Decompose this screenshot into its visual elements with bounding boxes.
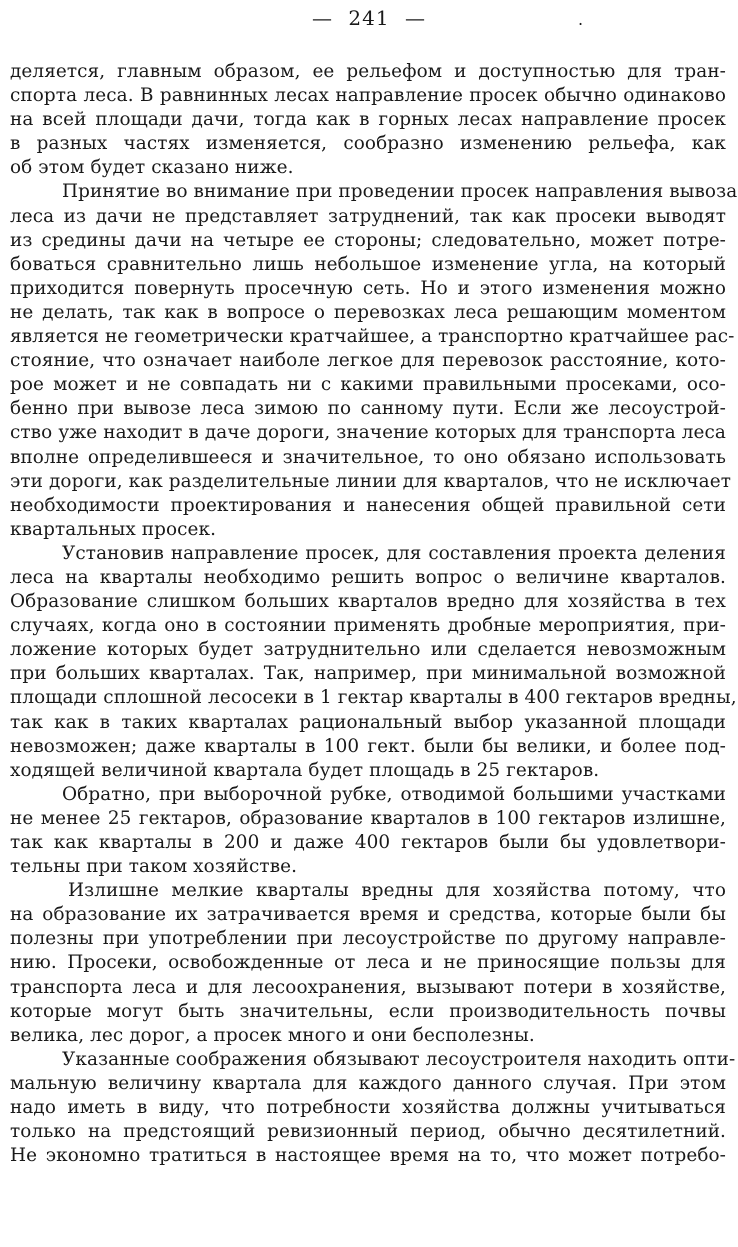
text-line: Установив направление просек, для составления проекта деления xyxy=(62,542,726,564)
text-line: только на предстоящий ревизионный период, обычно десятилетний. xyxy=(10,1121,726,1143)
header-dot: . xyxy=(578,10,585,29)
header-dash-right: — xyxy=(404,6,426,30)
text-line: необходимости проектирования и нанесения общей правильной сети xyxy=(10,494,726,516)
text-line: из средины дачи на четыре ее стороны; следовательно, может потре- xyxy=(10,229,726,251)
text-line: деляется, главным образом, ее рельефом и доступностью для тран- xyxy=(10,61,726,82)
text-line: ство уже находит в даче дороги, значение которых для транспорта леса xyxy=(10,422,726,444)
text-line: Образование слишком больших кварталов вредно для хозяйства в тех xyxy=(10,591,726,613)
paragraph-6 xyxy=(10,1048,736,1168)
text-line: квартальных просек. xyxy=(10,518,217,540)
header-dash-left: — xyxy=(312,6,334,30)
body-text xyxy=(10,60,738,1168)
paragraph-5 xyxy=(10,879,726,1048)
text-line: так как кварталы в 200 и даже 400 гектаров были бы удовлетвори- xyxy=(10,832,726,853)
text-line: Излишне мелкие кварталы вредны для хозяйства потому, что xyxy=(68,880,726,902)
text-line: рое может и не совпадать ни с какими правильными просеками, осо- xyxy=(10,374,726,396)
text-line: леса на кварталы необходимо решить вопрос о величине кварталов. xyxy=(10,566,726,588)
text-line: транспорта леса и для лесоохранения, вызывают потери в хозяйстве, xyxy=(10,976,726,998)
text-line: бенно при вывозе леса зимою по санному пути. Если же лесоустрой- xyxy=(10,398,726,420)
paragraph-2 xyxy=(10,180,738,541)
text-line: Принятие во внимание при проведении просек направления вывоза xyxy=(62,181,738,203)
text-line: не менее 25 гектаров, образование кварталов в 100 гектаров излишне, xyxy=(10,807,726,829)
paragraph-3 xyxy=(10,542,737,783)
text-line: на всей площади дачи, тогда как в горных лесах направление просек xyxy=(10,109,726,131)
text-line: леса из дачи не представляет затруднений, так как просеки выводят xyxy=(10,205,726,227)
paragraph-4 xyxy=(10,783,726,879)
text-line: стояние, что означает наиболе легкое для перевозок расстояние, кото- xyxy=(10,350,726,372)
text-line: надо иметь в виду, что потребности хозяйства должны учитываться xyxy=(10,1097,726,1119)
text-line: спорта леса. В равнинных лесах направление просек обычно одинаково xyxy=(10,85,726,107)
text-line: так как в таких кварталах рациональный выбор указанной площади xyxy=(10,711,726,733)
text-line: ходящей величиной квартала будет площадь в 25 гектаров. xyxy=(10,759,600,781)
text-line: об этом будет сказано ниже. xyxy=(10,157,294,179)
paragraph-1 xyxy=(10,60,726,180)
text-line: площади сплошной лесосеки в 1 гектар кварталы в 400 гектаров вредны, xyxy=(10,687,737,709)
text-line: эти дороги, как разделительные линии для кварталов, что не исключает xyxy=(10,470,731,492)
text-line: боваться сравнительно лишь небольшое изменение угла, на который xyxy=(10,253,726,275)
text-line: Указанные соображения обязывают лесоустроителя находить опти- xyxy=(62,1048,736,1070)
text-line: мальную величину квартала для каждого данного случая. При этом xyxy=(10,1072,726,1094)
text-line: Обратно, при выборочной рубке, отводимой большими участками xyxy=(62,783,726,805)
text-line: случаях, когда оно в состоянии применять дробные мероприятия, при- xyxy=(10,615,726,637)
text-line: является не геометрически кратчайшее, а транспортно кратчайшее рас- xyxy=(10,326,735,348)
text-line: невозможен; даже кварталы в 100 гект. были бы велики, и более под- xyxy=(10,735,726,757)
text-line: тельны при таком хозяйстве. xyxy=(10,856,298,878)
text-line: велика, лес дорог, а просек много и они бесполезны. xyxy=(10,1024,535,1046)
page-header xyxy=(0,6,738,30)
text-line: вполне определившееся и значительное, то оно обязано использовать xyxy=(10,446,726,468)
text-line: полезны при употреблении при лесоустройстве по другому направле- xyxy=(10,928,726,950)
text-line: приходится повернуть просечную сеть. Но и этого изменения можно xyxy=(10,277,726,299)
text-line: Не экономно тратиться в настоящее время на то, что может потребо- xyxy=(10,1145,726,1167)
text-line: при больших кварталах. Так, например, при минимальной возможной xyxy=(10,663,726,685)
page-number: 241 xyxy=(348,6,390,30)
text-line: ложение которых будет затруднительно или сделается невозможным xyxy=(10,639,726,661)
text-line: не делать, так как в вопросе о перевозках леса решающим моментом xyxy=(10,301,726,323)
text-line: в разных частях изменяется, сообразно изменению рельефа, как xyxy=(10,133,726,155)
text-line: нию. Просеки, освобожденные от леса и не приносящие пользы для xyxy=(10,952,726,974)
text-line: на образование их затрачивается время и средства, которые были бы xyxy=(10,904,726,926)
text-line: которые могут быть значительны, если производительность почвы xyxy=(10,1000,726,1022)
